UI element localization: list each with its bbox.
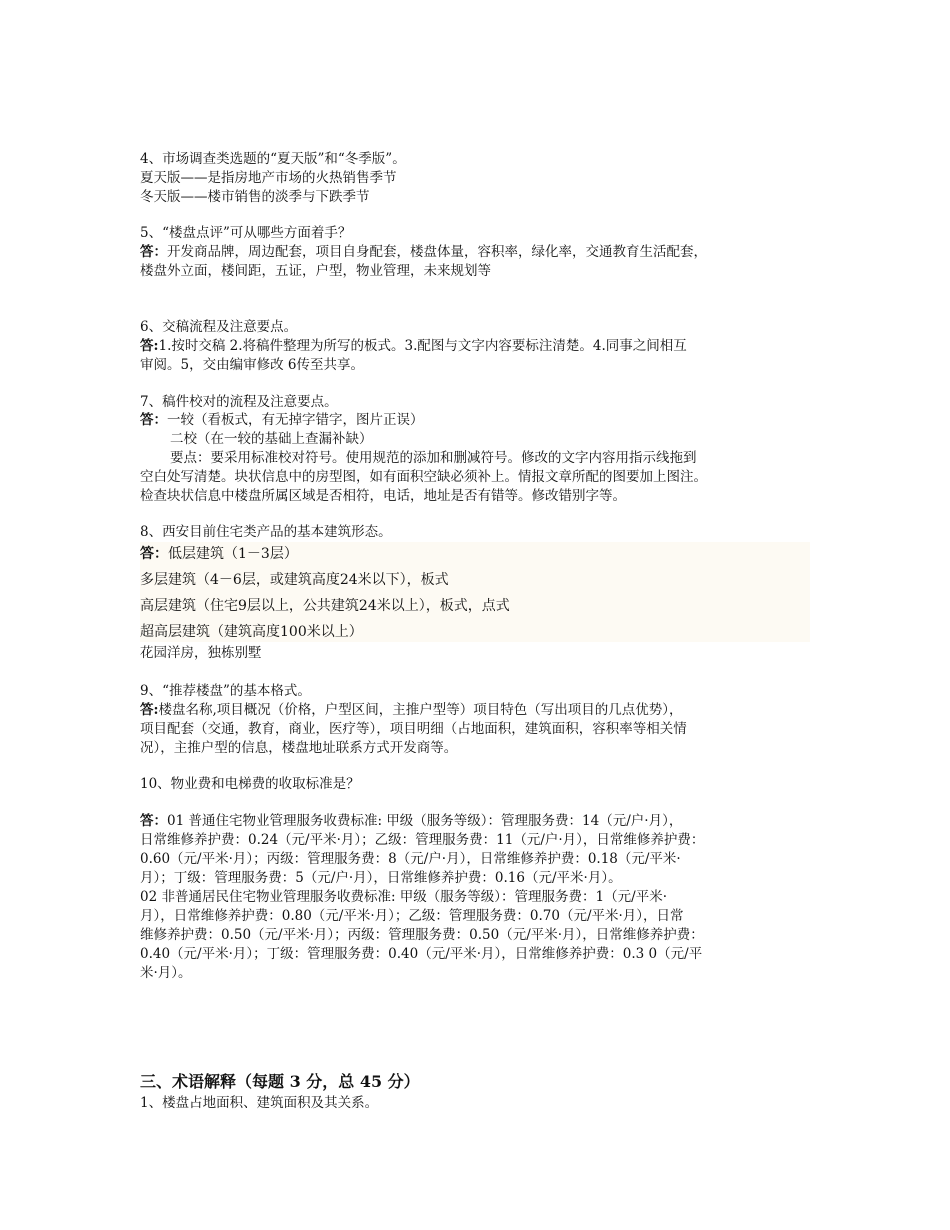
answer-text: 楼盘名称,项目概况（价格，户型区间，主推户型等）项目特色（写出项目的几点优势），	[158, 702, 683, 718]
answer-label: 答:	[140, 338, 159, 354]
q8-answer-line-1	[140, 542, 298, 566]
q4-title: 4、市场调查类选题的“夏天版”和“冬季版”。	[140, 151, 406, 167]
answer-label: 答：	[140, 412, 167, 428]
q9-title: 9、“推荐楼盘”的基本格式。	[140, 683, 311, 699]
section-3-q1: 1、楼盘占地面积、建筑面积及其关系。	[140, 1095, 379, 1111]
answer-label: 答：	[140, 244, 167, 260]
q10-answer-line-5: 02 非普通居民住宅物业管理服务收费标准: 甲级（服务等级）：管理服务费：1（元/平米·	[140, 889, 667, 905]
q10-answer-line-6: 月），日常维修养护费：0.80（元/平米·月）；乙级：管理服务费：0.70（元/平米·月），日常	[140, 908, 684, 924]
q6-answer-line-1	[140, 337, 687, 355]
q7-title: 7、稿件校对的流程及注意要点。	[140, 394, 338, 410]
q10-title: 10、物业费和电梯费的收取标准是？	[140, 776, 360, 792]
q9-answer-line-2: 项目配套（交通，教育，商业，医疗等），项目明细（占地面积，建筑面积，容积率等相关情	[140, 721, 687, 737]
q7-answer-line-2: 二校（在一较的基础上查漏补缺）	[170, 431, 373, 447]
answer-text: 一较（看板式，有无掉字错字，图片正误）	[167, 412, 424, 428]
q6-answer-line-2: 审阅。5，交由编审修改 6传至共享。	[140, 357, 364, 373]
q7-answer-line-5: 检查块状信息中楼盘所属区域是否相符，电话，地址是否有错等。修改错别字等。	[140, 488, 626, 504]
q7-answer-line-3: 要点：要采用标准校对符号。使用规范的添加和删减符号。修改的文字内容用指示线拖到	[170, 450, 697, 466]
q7-answer-line-4: 空白处写清楚。块状信息中的房型图，如有面积空缺必须补上。情报文章所配的图要加上图注。	[140, 469, 707, 485]
answer-label: 答：	[140, 813, 167, 829]
q9-answer-line-1	[140, 701, 683, 719]
q10-answer-line-8: 0.40（元/平米·月）；丁级：管理服务费：0.40（元/平米·月），日常维修养护费：0.3 0（元/平	[140, 946, 703, 962]
q10-answer-line-3: 0.60（元/平米·月）；丙级：管理服务费：8（元/户·月），日常维修养护费：0.18（元/平米·	[140, 851, 681, 867]
answer-text: 低层建筑（1－3层）	[168, 546, 298, 562]
q10-answer-line-9: 米·月）。	[140, 965, 192, 981]
q8-answer-line-2: 多层建筑（4－6层，或建筑高度24米以下），板式	[140, 572, 449, 588]
q10-answer-line-4: 月）；丁级：管理服务费：5（元/户·月），日常维修养护费：0.16（元/平米·月）。	[140, 870, 622, 886]
q8-title: 8、西安目前住宅类产品的基本建筑形态。	[140, 524, 392, 540]
q8-answer-line-5: 花园洋房，独栋别墅	[140, 645, 262, 661]
q10-answer-line-1	[140, 812, 682, 830]
q9-answer-line-3: 况），主推户型的信息，楼盘地址联系方式开发商等。	[140, 740, 458, 756]
q6-title: 6、交稿流程及注意要点。	[140, 319, 298, 335]
q8-answer-line-4: 超高层建筑（建筑高度100米以上）	[140, 624, 363, 640]
q8-answer-line-3: 高层建筑（住宅9层以上，公共建筑24米以上），板式，点式	[140, 598, 510, 614]
answer-text: 01 普通住宅物业管理服务收费标准: 甲级（服务等级）：管理服务费：14（元/户·月），	[167, 813, 683, 829]
q5-answer-line-1	[140, 243, 707, 261]
q5-answer-line-2: 楼盘外立面，楼间距，五证，户型，物业管理，未来规划等	[140, 263, 491, 279]
q4-line-1: 夏天版——是指房地产市场的火热销售季节	[140, 170, 397, 186]
q10-answer-line-2: 日常维修养护费：0.24（元/平米·月）；乙级：管理服务费：11（元/户·月），日常维修养护费：	[140, 832, 705, 848]
answer-text: 开发商品牌，周边配套，项目自身配套，楼盘体量，容积率，绿化率，交通教育生活配套，	[167, 244, 707, 260]
q5-title: 5、“楼盘点评”可从哪些方面着手？	[140, 225, 352, 241]
q4-line-2: 冬天版——楼市销售的淡季与下跌季节	[140, 189, 370, 205]
answer-text: 1.按时交稿 2.将稿件整理为所写的板式。3.配图与文字内容要标注清楚。4.同事之间相互	[158, 338, 687, 354]
q10-answer-line-7: 维修养护费：0.50（元/平米·月）；丙级：管理服务费：0.50（元/平米·月），日常维修养护费：	[140, 927, 704, 943]
answer-label: 答：	[140, 546, 168, 562]
answer-label: 答:	[140, 702, 159, 718]
section-3-heading: 三、术语解释（每题 3 分，总 45 分）	[140, 1072, 420, 1091]
q7-answer-line-1	[140, 411, 424, 429]
